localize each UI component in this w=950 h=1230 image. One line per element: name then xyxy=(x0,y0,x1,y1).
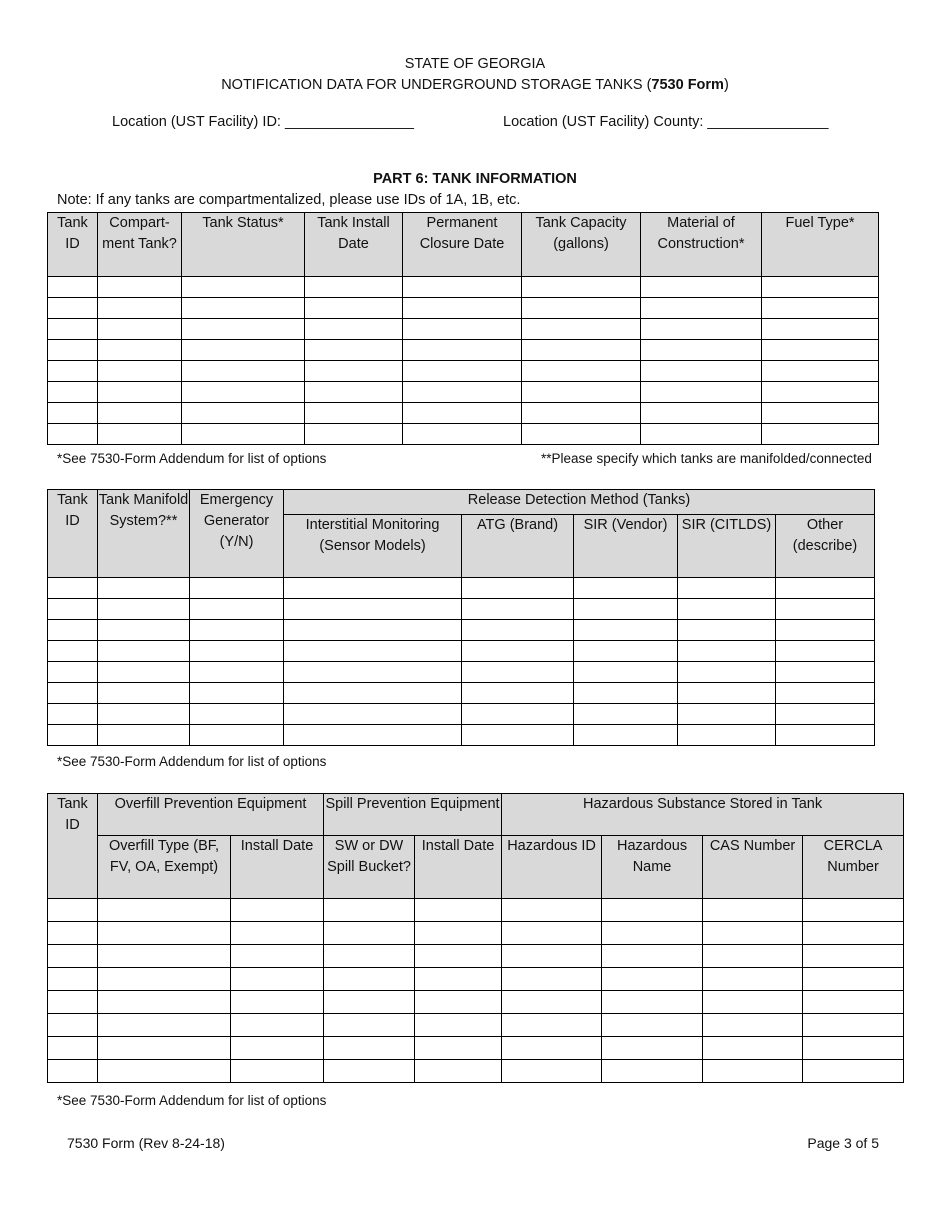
table-cell-input[interactable] xyxy=(641,361,762,382)
table-cell-input[interactable] xyxy=(762,319,879,340)
table-cell-input[interactable] xyxy=(762,340,879,361)
table-cell-input[interactable] xyxy=(48,620,98,641)
table-cell-input[interactable] xyxy=(48,725,98,746)
table-cell-input[interactable] xyxy=(48,662,98,683)
table-cell-input[interactable] xyxy=(641,424,762,445)
table-row xyxy=(48,725,875,746)
header-tank-id: Tank ID xyxy=(48,213,98,277)
table-cell-input[interactable] xyxy=(190,704,284,725)
table-cell-input[interactable] xyxy=(98,968,231,991)
table-cell-input[interactable] xyxy=(305,424,403,445)
table-cell-input[interactable] xyxy=(602,968,703,991)
table-cell-input[interactable] xyxy=(522,403,641,424)
table-cell-input[interactable] xyxy=(305,319,403,340)
table-cell-input[interactable] xyxy=(231,1014,324,1037)
table-cell-input[interactable] xyxy=(641,340,762,361)
table-cell-input[interactable] xyxy=(776,578,875,599)
table-cell-input[interactable] xyxy=(415,945,502,968)
table-cell-input[interactable] xyxy=(98,578,190,599)
table-cell-input[interactable] xyxy=(641,298,762,319)
table-row xyxy=(48,1014,904,1037)
table1-footnote-manifold: **Please specify which tanks are manifolded/connected xyxy=(541,451,872,466)
table-cell-input[interactable] xyxy=(574,725,678,746)
table-cell-input[interactable] xyxy=(48,382,98,403)
table-cell-input[interactable] xyxy=(305,340,403,361)
table-cell-input[interactable] xyxy=(703,922,803,945)
header-compartment-tank: Compart-ment Tank? xyxy=(98,213,182,277)
header-hazardous-id: Hazardous ID xyxy=(502,836,602,899)
release-detection-table xyxy=(47,489,875,746)
table-cell-input[interactable] xyxy=(803,968,904,991)
table-cell-input[interactable] xyxy=(324,899,415,922)
table-cell-input[interactable] xyxy=(48,683,98,704)
table-cell-input[interactable] xyxy=(48,361,98,382)
table-cell-input[interactable] xyxy=(98,704,190,725)
table-cell-input[interactable] xyxy=(48,991,98,1014)
table-cell-input[interactable] xyxy=(502,991,602,1014)
table-cell-input[interactable] xyxy=(641,277,762,298)
table-cell-input[interactable] xyxy=(776,620,875,641)
table-cell-input[interactable] xyxy=(98,945,231,968)
table-cell-input[interactable] xyxy=(98,340,182,361)
table-cell-input[interactable] xyxy=(98,641,190,662)
table-cell-input[interactable] xyxy=(678,725,776,746)
table-cell-input[interactable] xyxy=(762,403,879,424)
table-cell-input[interactable] xyxy=(98,382,182,403)
table-cell-input[interactable] xyxy=(415,1014,502,1037)
table-cell-input[interactable] xyxy=(403,277,522,298)
table-cell-input[interactable] xyxy=(462,662,574,683)
table-cell-input[interactable] xyxy=(305,298,403,319)
table-cell-input[interactable] xyxy=(98,403,182,424)
table-cell-input[interactable] xyxy=(48,1014,98,1037)
table-cell-input[interactable] xyxy=(182,319,305,340)
table-row xyxy=(48,662,875,683)
table-cell-input[interactable] xyxy=(574,662,678,683)
header-cercla-number: CERCLA Number xyxy=(803,836,904,899)
table-cell-input[interactable] xyxy=(502,968,602,991)
table-cell-input[interactable] xyxy=(602,1037,703,1060)
table-row xyxy=(48,922,904,945)
table-cell-input[interactable] xyxy=(602,945,703,968)
table-row xyxy=(48,403,879,424)
table-cell-input[interactable] xyxy=(48,1037,98,1060)
table-cell-input[interactable] xyxy=(641,403,762,424)
table-cell-input[interactable] xyxy=(98,599,190,620)
header-sir-vendor: SIR (Vendor) xyxy=(574,515,678,578)
table-cell-input[interactable] xyxy=(284,620,462,641)
table-cell-input[interactable] xyxy=(522,298,641,319)
table-cell-input[interactable] xyxy=(231,899,324,922)
table-cell-input[interactable] xyxy=(98,361,182,382)
table-cell-input[interactable] xyxy=(803,991,904,1014)
table-cell-input[interactable] xyxy=(462,725,574,746)
table-cell-input[interactable] xyxy=(762,424,879,445)
table-cell-input[interactable] xyxy=(284,599,462,620)
table-cell-input[interactable] xyxy=(602,1014,703,1037)
table-cell-input[interactable] xyxy=(574,620,678,641)
table-cell-input[interactable] xyxy=(324,922,415,945)
table-cell-input[interactable] xyxy=(284,641,462,662)
table-cell-input[interactable] xyxy=(98,424,182,445)
table-cell-input[interactable] xyxy=(305,361,403,382)
table-cell-input[interactable] xyxy=(182,361,305,382)
table-cell-input[interactable] xyxy=(703,991,803,1014)
table-cell-input[interactable] xyxy=(415,991,502,1014)
table-row xyxy=(48,599,875,620)
table-row xyxy=(48,319,879,340)
table-cell-input[interactable] xyxy=(703,968,803,991)
header-cas-number: CAS Number xyxy=(703,836,803,899)
header-hazardous-name: Hazardous Name xyxy=(602,836,703,899)
table-cell-input[interactable] xyxy=(48,599,98,620)
table-cell-input[interactable] xyxy=(324,1014,415,1037)
table-cell-input[interactable] xyxy=(98,662,190,683)
table-cell-input[interactable] xyxy=(190,641,284,662)
table-cell-input[interactable] xyxy=(48,340,98,361)
table-cell-input[interactable] xyxy=(574,641,678,662)
table-cell-input[interactable] xyxy=(48,319,98,340)
table-cell-input[interactable] xyxy=(182,277,305,298)
table-cell-input[interactable] xyxy=(678,683,776,704)
form-title-prefix: NOTIFICATION DATA FOR UNDERGROUND STORAGE TANKS ( xyxy=(221,77,652,93)
table-row xyxy=(48,1037,904,1060)
table2-footnote-options: *See 7530-Form Addendum for list of options xyxy=(57,754,327,769)
table-cell-input[interactable] xyxy=(678,620,776,641)
table-cell-input[interactable] xyxy=(415,1060,502,1083)
table-cell-input[interactable] xyxy=(776,599,875,620)
tank-info-table xyxy=(47,212,879,445)
table-cell-input[interactable] xyxy=(678,599,776,620)
table-cell-input[interactable] xyxy=(403,382,522,403)
table-cell-input[interactable] xyxy=(678,662,776,683)
table-cell-input[interactable] xyxy=(48,945,98,968)
table-cell-input[interactable] xyxy=(803,1014,904,1037)
table-cell-input[interactable] xyxy=(462,620,574,641)
table-row xyxy=(48,991,904,1014)
table-cell-input[interactable] xyxy=(98,922,231,945)
header-spill-bucket: SW or DW Spill Bucket? xyxy=(324,836,415,899)
table-cell-input[interactable] xyxy=(190,725,284,746)
table-cell-input[interactable] xyxy=(502,899,602,922)
table-cell-input[interactable] xyxy=(403,424,522,445)
table-cell-input[interactable] xyxy=(98,899,231,922)
table-cell-input[interactable] xyxy=(48,899,98,922)
table-row xyxy=(48,340,879,361)
table-cell-input[interactable] xyxy=(231,991,324,1014)
table-cell-input[interactable] xyxy=(502,1014,602,1037)
header-emergency-generator: Emergency Generator (Y/N) xyxy=(190,490,284,578)
header-atg: ATG (Brand) xyxy=(462,515,574,578)
table-cell-input[interactable] xyxy=(98,1060,231,1083)
table-row xyxy=(48,899,904,922)
table-cell-input[interactable] xyxy=(574,599,678,620)
table-cell-input[interactable] xyxy=(305,382,403,403)
header-fuel-type: Fuel Type* xyxy=(762,213,879,277)
table-cell-input[interactable] xyxy=(502,922,602,945)
table-cell-input[interactable] xyxy=(190,599,284,620)
header-tank-id: Tank ID xyxy=(48,490,98,578)
table-cell-input[interactable] xyxy=(48,1060,98,1083)
table-cell-input[interactable] xyxy=(602,1060,703,1083)
table1-footnote-options: *See 7530-Form Addendum for list of options xyxy=(57,451,327,466)
table-cell-input[interactable] xyxy=(284,704,462,725)
table-cell-input[interactable] xyxy=(324,968,415,991)
table-cell-input[interactable] xyxy=(415,1037,502,1060)
table-cell-input[interactable] xyxy=(678,641,776,662)
table-cell-input[interactable] xyxy=(48,968,98,991)
table-row xyxy=(48,620,875,641)
header-tank-id: Tank ID xyxy=(48,794,98,899)
location-id-field[interactable]: Location (UST Facility) ID: ________________ xyxy=(112,114,415,130)
table-cell-input[interactable] xyxy=(231,945,324,968)
table-cell-input[interactable] xyxy=(502,1060,602,1083)
table-cell-input[interactable] xyxy=(703,1060,803,1083)
table-cell-input[interactable] xyxy=(776,641,875,662)
table-cell-input[interactable] xyxy=(98,1037,231,1060)
table-row xyxy=(48,641,875,662)
page-number: Page 3 of 5 xyxy=(807,1135,879,1151)
part-title: PART 6: TANK INFORMATION xyxy=(373,171,577,187)
table-cell-input[interactable] xyxy=(48,641,98,662)
table-cell-input[interactable] xyxy=(678,704,776,725)
form-state-title: STATE OF GEORGIA xyxy=(404,56,546,72)
table-cell-input[interactable] xyxy=(284,725,462,746)
table-cell-input[interactable] xyxy=(703,899,803,922)
table-cell-input[interactable] xyxy=(403,361,522,382)
table-row xyxy=(48,382,879,403)
location-county-field[interactable]: Location (UST Facility) County: _______________ xyxy=(503,114,829,130)
table-cell-input[interactable] xyxy=(231,1060,324,1083)
table-cell-input[interactable] xyxy=(190,683,284,704)
header-tank-manifold: Tank Manifold System?** xyxy=(98,490,190,578)
table-cell-input[interactable] xyxy=(48,298,98,319)
form-title-suffix: ) xyxy=(723,77,729,93)
table-cell-input[interactable] xyxy=(502,1037,602,1060)
table-cell-input[interactable] xyxy=(703,945,803,968)
table-cell-input[interactable] xyxy=(415,968,502,991)
table-cell-input[interactable] xyxy=(522,361,641,382)
table-cell-input[interactable] xyxy=(190,578,284,599)
table-row xyxy=(48,424,879,445)
header-permanent-closure-date: Permanent Closure Date xyxy=(403,213,522,277)
table-cell-input[interactable] xyxy=(602,899,703,922)
table-cell-input[interactable] xyxy=(98,319,182,340)
table-cell-input[interactable] xyxy=(522,424,641,445)
table-cell-input[interactable] xyxy=(182,298,305,319)
table-cell-input[interactable] xyxy=(231,1037,324,1060)
table-cell-input[interactable] xyxy=(762,382,879,403)
table-row xyxy=(48,704,875,725)
table-cell-input[interactable] xyxy=(415,922,502,945)
form-number: 7530 Form xyxy=(651,77,724,93)
table-cell-input[interactable] xyxy=(324,1060,415,1083)
table-cell-input[interactable] xyxy=(231,968,324,991)
table-cell-input[interactable] xyxy=(762,361,879,382)
table-cell-input[interactable] xyxy=(324,991,415,1014)
table-cell-input[interactable] xyxy=(284,662,462,683)
table-cell-input[interactable] xyxy=(602,922,703,945)
table-cell-input[interactable] xyxy=(803,922,904,945)
table-cell-input[interactable] xyxy=(462,704,574,725)
table-cell-input[interactable] xyxy=(522,382,641,403)
table-cell-input[interactable] xyxy=(522,319,641,340)
table-cell-input[interactable] xyxy=(98,1014,231,1037)
table-cell-input[interactable] xyxy=(98,683,190,704)
table-cell-input[interactable] xyxy=(574,578,678,599)
prevention-hazard-table xyxy=(47,793,904,1083)
table-cell-input[interactable] xyxy=(703,1014,803,1037)
table-cell-input[interactable] xyxy=(98,277,182,298)
table-cell-input[interactable] xyxy=(641,319,762,340)
table-cell-input[interactable] xyxy=(776,662,875,683)
table-cell-input[interactable] xyxy=(803,1060,904,1083)
table-cell-input[interactable] xyxy=(98,991,231,1014)
table-cell-input[interactable] xyxy=(305,403,403,424)
table-cell-input[interactable] xyxy=(403,298,522,319)
table-row xyxy=(48,578,875,599)
table-cell-input[interactable] xyxy=(462,578,574,599)
form-title xyxy=(0,77,950,93)
header-release-detection-group: Release Detection Method (Tanks) xyxy=(284,490,875,515)
table-cell-input[interactable] xyxy=(98,620,190,641)
table-cell-input[interactable] xyxy=(776,683,875,704)
table-cell-input[interactable] xyxy=(574,704,678,725)
table-cell-input[interactable] xyxy=(182,382,305,403)
table-cell-input[interactable] xyxy=(231,922,324,945)
table-cell-input[interactable] xyxy=(803,899,904,922)
table-cell-input[interactable] xyxy=(48,277,98,298)
table-cell-input[interactable] xyxy=(190,662,284,683)
table-cell-input[interactable] xyxy=(415,899,502,922)
table-cell-input[interactable] xyxy=(48,704,98,725)
table-cell-input[interactable] xyxy=(522,277,641,298)
header-sir-citlds: SIR (CITLDS) xyxy=(678,515,776,578)
table-cell-input[interactable] xyxy=(48,403,98,424)
header-spill-install-date: Install Date xyxy=(415,836,502,899)
header-overfill-type: Overfill Type (BF, FV, OA, Exempt) xyxy=(98,836,231,899)
header-tank-install-date: Tank Install Date xyxy=(305,213,403,277)
table-cell-input[interactable] xyxy=(776,704,875,725)
table-cell-input[interactable] xyxy=(98,298,182,319)
form-revision: 7530 Form (Rev 8-24-18) xyxy=(67,1135,225,1151)
table-cell-input[interactable] xyxy=(48,578,98,599)
table-cell-input[interactable] xyxy=(403,403,522,424)
table-cell-input[interactable] xyxy=(522,340,641,361)
table-cell-input[interactable] xyxy=(574,683,678,704)
table-cell-input[interactable] xyxy=(403,319,522,340)
header-overfill-group: Overfill Prevention Equipment xyxy=(98,794,324,836)
table-row xyxy=(48,945,904,968)
table-cell-input[interactable] xyxy=(182,340,305,361)
table-cell-input[interactable] xyxy=(98,725,190,746)
table-row xyxy=(48,298,879,319)
table-row xyxy=(48,968,904,991)
table-cell-input[interactable] xyxy=(48,922,98,945)
table-cell-input[interactable] xyxy=(324,945,415,968)
table-cell-input[interactable] xyxy=(803,1037,904,1060)
table-cell-input[interactable] xyxy=(182,424,305,445)
table-cell-input[interactable] xyxy=(602,991,703,1014)
header-tank-capacity: Tank Capacity (gallons) xyxy=(522,213,641,277)
header-other: Other (describe) xyxy=(776,515,875,578)
table-cell-input[interactable] xyxy=(462,641,574,662)
table-cell-input[interactable] xyxy=(502,945,602,968)
table-cell-input[interactable] xyxy=(462,599,574,620)
table-cell-input[interactable] xyxy=(762,298,879,319)
table-row xyxy=(48,361,879,382)
table-cell-input[interactable] xyxy=(190,620,284,641)
table-cell-input[interactable] xyxy=(284,683,462,704)
table-cell-input[interactable] xyxy=(403,340,522,361)
header-interstitial-monitoring: Interstitial Monitoring (Sensor Models) xyxy=(284,515,462,578)
table-cell-input[interactable] xyxy=(284,578,462,599)
table-cell-input[interactable] xyxy=(48,424,98,445)
table-cell-input[interactable] xyxy=(803,945,904,968)
table-cell-input[interactable] xyxy=(703,1037,803,1060)
header-spill-group: Spill Prevention Equipment xyxy=(324,794,502,836)
header-tank-status: Tank Status* xyxy=(182,213,305,277)
table-row xyxy=(48,683,875,704)
table-cell-input[interactable] xyxy=(462,683,574,704)
table-cell-input[interactable] xyxy=(305,277,403,298)
header-material-of-construction: Material of Construction* xyxy=(641,213,762,277)
table-cell-input[interactable] xyxy=(762,277,879,298)
table-cell-input[interactable] xyxy=(182,403,305,424)
table-cell-input[interactable] xyxy=(324,1037,415,1060)
table-row xyxy=(48,1060,904,1083)
table3-footnote-options: *See 7530-Form Addendum for list of options xyxy=(57,1093,327,1108)
table-cell-input[interactable] xyxy=(678,578,776,599)
header-hazard-group: Hazardous Substance Stored in Tank xyxy=(502,794,904,836)
table-row xyxy=(48,277,879,298)
table-cell-input[interactable] xyxy=(776,725,875,746)
table-cell-input[interactable] xyxy=(641,382,762,403)
header-overfill-install-date: Install Date xyxy=(231,836,324,899)
compartment-note: Note: If any tanks are compartmentalized, please use IDs of 1A, 1B, etc. xyxy=(57,192,521,208)
